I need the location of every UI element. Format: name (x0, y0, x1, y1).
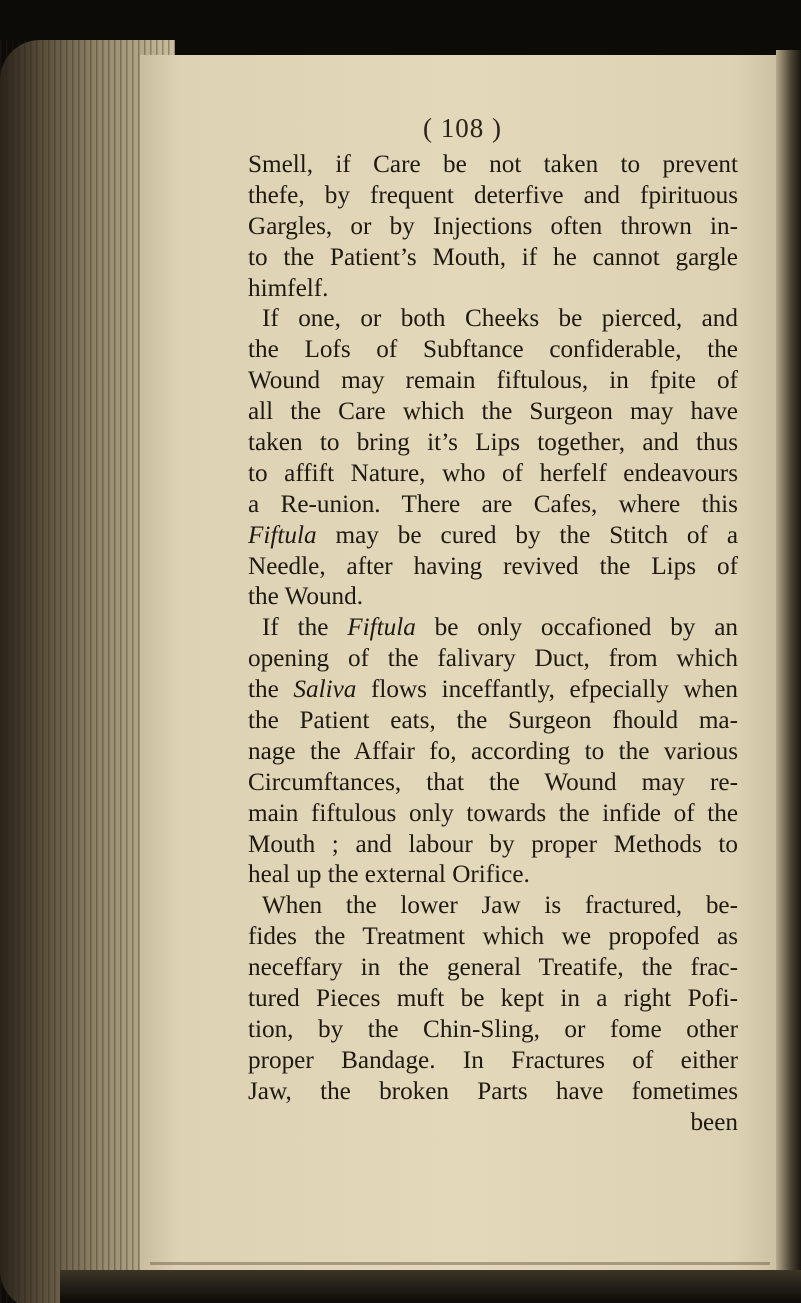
text-line: tion, by the Chin-Sling, or fome other (248, 1015, 738, 1043)
text-line: Gargles, or by Injections often thrown in- (248, 212, 738, 240)
bottom-shadow (60, 1270, 801, 1303)
text-line: a Re-union. There are Cafes, where this (248, 490, 738, 518)
text-line: to the Patient’s Mouth, if he cannot gargle (248, 243, 738, 271)
body-text (248, 150, 738, 1139)
text-line: fides the Treatment which we propofed as (248, 923, 738, 951)
text-line: the Lofs of Subftance confiderable, the (248, 336, 738, 364)
text-line: to affift Nature, who of herfelf endeavours (248, 459, 738, 487)
text-line: thefe, by frequent deterfive and fpirituous (248, 181, 738, 209)
text-line: Wound may remain fiftulous, in fpite of (248, 367, 738, 395)
text-line: Circumftances, that the Wound may re- (248, 768, 738, 796)
text-line: the Wound. (248, 583, 364, 611)
text-line: If one, or both Cheeks be pierced, and (262, 305, 738, 333)
page-edge (776, 50, 801, 1300)
text-line: Jaw, the broken Parts have fometimes (248, 1077, 738, 1105)
text-line: tured Pieces muft be kept in a right Pofi- (248, 985, 738, 1013)
text-line: taken to bring it’s Lips together, and thus (248, 429, 738, 457)
text-line: If the Fiftula be only occafioned by an (262, 614, 739, 642)
text-line: Fiftula may be cured by the Stitch of a (248, 521, 738, 549)
text-line: When the lower Jaw is fractured, be- (262, 892, 738, 920)
text-line: the Patient eats, the Surgeon fhould ma- (248, 707, 738, 735)
text-line: proper Bandage. In Fractures of either (248, 1046, 738, 1074)
text-line: Mouth ; and labour by proper Methods to (248, 830, 738, 858)
text-line: Smell, if Care be not taken to prevent (248, 151, 738, 178)
text-line: heal up the external Orifice. (248, 861, 530, 889)
catchword: been (690, 1108, 738, 1136)
page-bottom-edge (150, 1262, 770, 1265)
text-line: Needle, after having revived the Lips of (248, 552, 738, 580)
text-line: main fiftulous only towards the infide of the (248, 799, 738, 827)
text-line: neceffary in the general Treatife, the frac- (248, 954, 738, 982)
text-line: himfelf. (248, 274, 329, 302)
text-line: all the Care which the Surgeon may have (248, 398, 738, 426)
text-line: opening of the falivary Duct, from which (248, 645, 738, 673)
text-line: nage the Affair fo, according to the various (248, 737, 738, 765)
text-line: the Saliva flows inceffantly, efpecially when (248, 676, 738, 704)
page-number: ( 108 ) (423, 113, 502, 143)
